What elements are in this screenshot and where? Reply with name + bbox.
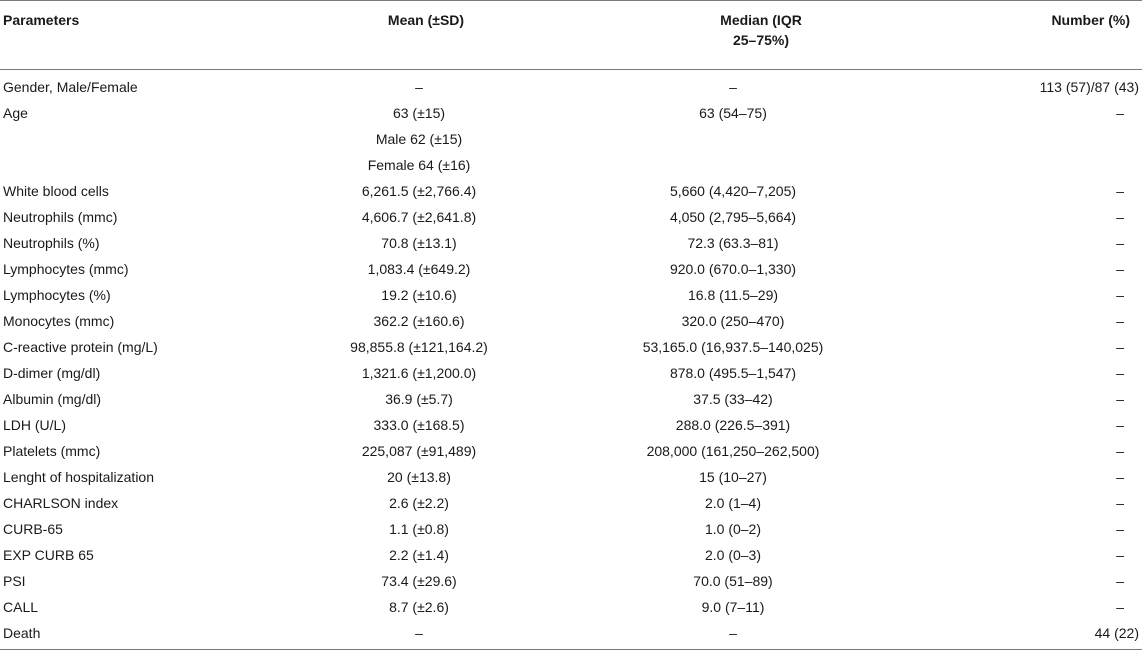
cell-parameter: Death bbox=[3, 625, 41, 641]
cell-mean: 8.7 (±2.6) bbox=[389, 599, 449, 615]
table-row bbox=[0, 152, 1142, 178]
cell-parameter: Gender, Male/Female bbox=[3, 79, 138, 95]
cell-number: – bbox=[1116, 391, 1124, 407]
cell-number: – bbox=[1116, 287, 1124, 303]
header-number: Number (%) bbox=[922, 1, 1142, 70]
cell-median: 16.8 (11.5–29) bbox=[687, 287, 779, 303]
cell-mean: 225,087 (±91,489) bbox=[361, 443, 477, 459]
cell-parameter: D-dimer (mg/dl) bbox=[3, 365, 101, 381]
cell-median: 15 (10–27) bbox=[699, 469, 767, 485]
cell-mean: 63 (±15) bbox=[392, 105, 446, 121]
table-row bbox=[0, 360, 1142, 386]
cell-median: 72.3 (63.3–81) bbox=[687, 235, 779, 251]
cell-mean: 333.0 (±168.5) bbox=[373, 417, 465, 433]
table-header bbox=[0, 1, 1142, 70]
table-row bbox=[0, 126, 1142, 152]
header-mean: Mean (±SD) bbox=[304, 1, 534, 70]
cell-parameter: CALL bbox=[3, 599, 39, 615]
table-row bbox=[0, 386, 1142, 412]
cell-mean: 73.4 (±29.6) bbox=[381, 573, 457, 589]
header-parameters: Parameters bbox=[0, 1, 304, 70]
table-row bbox=[0, 204, 1142, 230]
table-row bbox=[0, 256, 1142, 282]
cell-number: – bbox=[1116, 209, 1124, 225]
cell-parameter: Neutrophils (mmc) bbox=[3, 209, 118, 225]
cell-median: – bbox=[729, 79, 737, 95]
cell-parameter: EXP CURB 65 bbox=[3, 547, 94, 563]
cell-number: – bbox=[1116, 573, 1124, 589]
table-body bbox=[0, 70, 1142, 647]
cell-mean: – bbox=[415, 625, 423, 641]
cell-mean: Male 62 (±15) bbox=[375, 131, 463, 147]
cell-mean: 6,261.5 (±2,766.4) bbox=[361, 183, 477, 199]
cell-mean: 19.2 (±10.6) bbox=[381, 287, 457, 303]
cell-median: 9.0 (7–11) bbox=[701, 599, 765, 615]
table-row bbox=[0, 620, 1142, 646]
cell-parameter: CURB-65 bbox=[3, 521, 63, 537]
cell-parameter: C-reactive protein (mg/L) bbox=[3, 339, 158, 355]
cell-median: 63 (54–75) bbox=[699, 105, 767, 121]
cell-mean: 1.1 (±0.8) bbox=[389, 521, 449, 537]
cell-number: – bbox=[1116, 105, 1124, 121]
cell-parameter: Age bbox=[3, 105, 28, 121]
table-row bbox=[0, 412, 1142, 438]
table-row bbox=[0, 568, 1142, 594]
cell-mean: 98,855.8 (±121,164.2) bbox=[350, 339, 488, 355]
cell-parameter: Monocytes (mmc) bbox=[3, 313, 115, 329]
table-row bbox=[0, 334, 1142, 360]
cell-parameter: Albumin (mg/dl) bbox=[3, 391, 102, 407]
table-row bbox=[0, 594, 1142, 620]
cell-parameter: Lenght of hospitalization bbox=[3, 469, 154, 485]
cell-number: – bbox=[1116, 547, 1124, 563]
cell-number: – bbox=[1116, 235, 1124, 251]
header-row bbox=[0, 1, 1142, 70]
cell-median: 920.0 (670.0–1,330) bbox=[669, 261, 797, 277]
cell-mean: 20 (±13.8) bbox=[387, 469, 451, 485]
cell-number bbox=[922, 126, 1142, 152]
cell-median: 5,660 (4,420–7,205) bbox=[669, 183, 797, 199]
header-median-line2: 25–75%) bbox=[732, 32, 790, 48]
cell-median: 53,165.0 (16,937.5–140,025) bbox=[642, 339, 824, 355]
cell-parameter: PSI bbox=[3, 573, 26, 589]
cell-number: – bbox=[1116, 443, 1124, 459]
cell-mean: 362.2 (±160.6) bbox=[373, 313, 465, 329]
cell-median: 70.0 (51–89) bbox=[693, 573, 773, 589]
table-row bbox=[0, 308, 1142, 334]
cell-number: – bbox=[1116, 313, 1124, 329]
cell-mean: – bbox=[415, 79, 423, 95]
cell-mean: 2.2 (±1.4) bbox=[389, 547, 449, 563]
cell-median: – bbox=[729, 625, 737, 641]
table-row bbox=[0, 490, 1142, 516]
table-row bbox=[0, 230, 1142, 256]
cell-number: – bbox=[1116, 417, 1124, 433]
cell-number: – bbox=[1116, 183, 1124, 199]
cell-median: 288.0 (226.5–391) bbox=[675, 417, 791, 433]
cell-parameter bbox=[0, 152, 304, 178]
table-row bbox=[0, 438, 1142, 464]
cell-parameter: LDH (U/L) bbox=[3, 417, 67, 433]
cell-number: – bbox=[1116, 599, 1124, 615]
table-row bbox=[0, 178, 1142, 204]
cell-parameter: Lymphocytes (mmc) bbox=[3, 261, 129, 277]
cell-number bbox=[922, 152, 1142, 178]
table-row bbox=[0, 70, 1142, 101]
cell-parameter: Neutrophils (%) bbox=[3, 235, 100, 251]
table-row bbox=[0, 464, 1142, 490]
cell-mean: 36.9 (±5.7) bbox=[385, 391, 453, 407]
cell-parameter: Platelets (mmc) bbox=[3, 443, 101, 459]
table-row bbox=[0, 516, 1142, 542]
cell-mean: Female 64 (±16) bbox=[367, 157, 471, 173]
cell-median: 2.0 (1–4) bbox=[704, 495, 762, 511]
cell-mean: 1,321.6 (±1,200.0) bbox=[361, 365, 477, 381]
cell-number: – bbox=[1116, 261, 1124, 277]
cell-median: 37.5 (33–42) bbox=[693, 391, 773, 407]
cell-number: 113 (57)/87 (43) bbox=[1039, 79, 1139, 95]
cell-median: 1.0 (0–2) bbox=[704, 521, 762, 537]
header-median-line1: Median (IQR bbox=[720, 12, 802, 28]
cell-number: – bbox=[1116, 339, 1124, 355]
table-bottom-rule bbox=[0, 649, 1142, 650]
header-median bbox=[534, 1, 922, 70]
cell-median: 320.0 (250–470) bbox=[681, 313, 785, 329]
cell-number: – bbox=[1116, 495, 1124, 511]
cell-median: 2.0 (0–3) bbox=[704, 547, 762, 563]
table-row bbox=[0, 542, 1142, 568]
cell-parameter: Lymphocytes (%) bbox=[3, 287, 111, 303]
cell-median: 208,000 (161,250–262,500) bbox=[646, 443, 820, 459]
cell-mean: 4,606.7 (±2,641.8) bbox=[361, 209, 477, 225]
cell-number: – bbox=[1116, 521, 1124, 537]
cell-mean: 70.8 (±13.1) bbox=[381, 235, 457, 251]
cell-number: 44 (22) bbox=[1094, 625, 1139, 641]
cell-parameter: CHARLSON index bbox=[3, 495, 119, 511]
cell-mean: 1,083.4 (±649.2) bbox=[367, 261, 471, 277]
cell-median bbox=[534, 126, 922, 152]
cell-median: 878.0 (495.5–1,547) bbox=[669, 365, 797, 381]
cell-median: 4,050 (2,795–5,664) bbox=[669, 209, 797, 225]
cell-parameter: White blood cells bbox=[3, 183, 109, 199]
cell-number: – bbox=[1116, 469, 1124, 485]
cell-parameter bbox=[0, 126, 304, 152]
cell-number: – bbox=[1116, 365, 1124, 381]
table-row bbox=[0, 100, 1142, 126]
cell-mean: 2.6 (±2.2) bbox=[389, 495, 449, 511]
cell-median bbox=[534, 152, 922, 178]
table-row bbox=[0, 282, 1142, 308]
